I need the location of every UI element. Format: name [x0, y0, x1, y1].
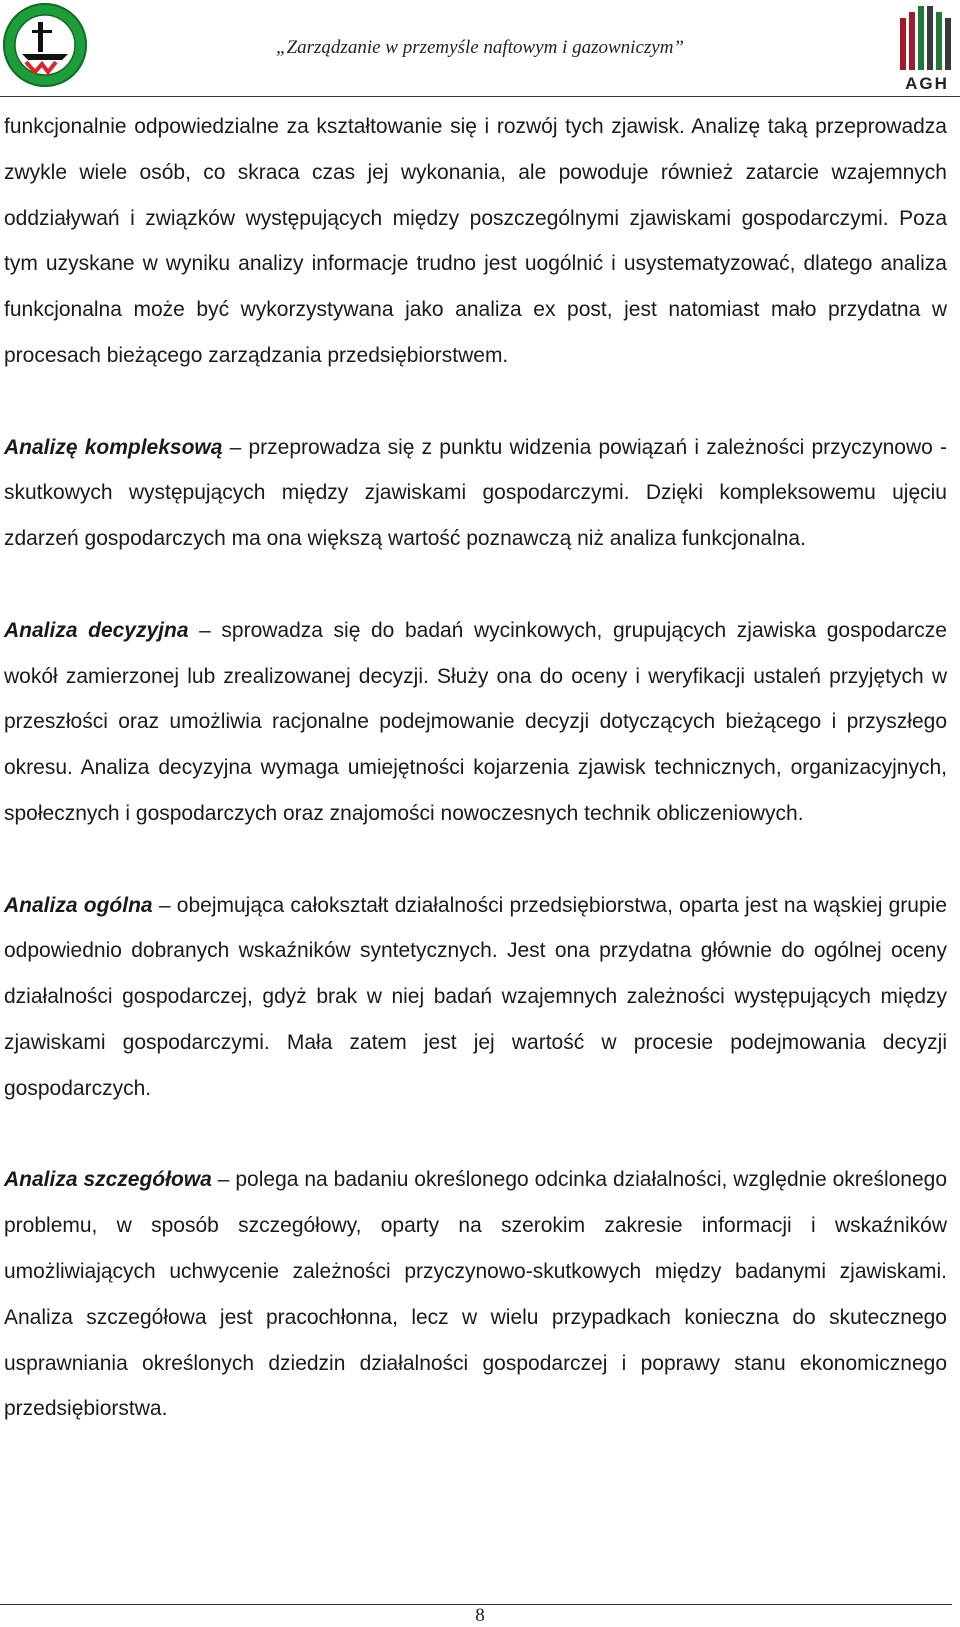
paragraph-text: – obejmująca całokształt działalności przedsiębiorstwa, oparta jest na wąskiej grupie odpowiednio dobranych wskaźników syntetycznych. Jest ona przydatna głównie do ogólnej oceny działalności gospodarczej, gdyż brak w niej badań wzajemnych zależności występujących między zjawiskami gospodarczymi. Mała zatem jest jej wartość w procesie podejmowania decyzji gospodarczych.	[4, 893, 947, 1100]
agh-logo	[898, 2, 956, 92]
header-title: „Zarządzanie w przemyśle naftowym i gazowniczym”	[276, 37, 684, 58]
paragraph-complex-analysis	[4, 425, 947, 562]
paragraph-text: funkcjonalnie odpowiedzialne za kształtowanie się i rozwój tych zjawisk. Analizę taką przeprowadza zwykle wiele osób, co skraca czas jej wykonania, ale powoduje również zatarcie wzajemnych oddziaływań i związków występujących między poszczególnymi zjawiskami gospodarczymi. Poza tym uzyskane w wyniku analizy informacje trudno jest uogólnić i usystematyzować, dlatego analiza funkcjonalna może być wykorzystywana jako analiza ex post, jest natomiast mało przydatna w procesach bieżącego zarządzania przedsiębiorstwem.	[4, 115, 947, 367]
paragraph-term: Analiza szczegółowa	[4, 1168, 212, 1192]
page-number: 8	[475, 1605, 485, 1626]
paragraph-term: Analiza decyzyjna	[4, 618, 189, 642]
paragraph-text: – sprowadza się do badań wycinkowych, grupujących zjawiska gospodarcze wokół zamierzonej lub zrealizowanej decyzji. Służy ona do oceny i weryfikacji ustaleń przyjętych w przeszłości oraz umożliwia racjonalne podejmowanie decyzji dotyczących bieżącego i przyszłego okresu. Analiza decyzyjna wymaga umiejętności kojarzenia zjawisk technicznych, organizacyjnych, społecznych i gospodarczych oraz znajomości nowoczesnych technik obliczeniowych.	[4, 618, 947, 825]
paragraph-continuation	[4, 104, 947, 379]
paragraph-term: Analiza ogólna	[4, 893, 153, 917]
agh-logo-text: AGH	[905, 74, 949, 92]
paragraph-general-analysis	[4, 883, 947, 1112]
paragraph-decision-analysis	[4, 608, 947, 837]
paragraph-term: Analizę kompleksową	[4, 435, 223, 459]
header-rule	[0, 96, 960, 97]
paragraph-detailed-analysis	[4, 1157, 947, 1432]
paragraph-text: – polega na badaniu określonego odcinka działalności, względnie określonego problemu, w sposób szczegółowy, oparty na szerokim zakresie informacji i wskaźników umożliwiających uchwycenie zależności przyczynowo-skutkowych między badanymi zjawiskami. Analiza szczegółowa jest pracochłonna, lecz w wielu przypadkach konieczna do skutecznego usprawniania określonych dziedzin działalności gospodarczej i poprawy stanu ekonomicznego przedsiębiorstwa.	[4, 1168, 948, 1421]
faculty-seal-logo	[2, 2, 88, 88]
document-body	[4, 104, 947, 1432]
paragraph-text: – przeprowadza się z punktu widzenia powiązań i zależności przyczynowo - skutkowych występujących między zjawiskami gospodarczymi. Dzięki kompleksowemu ujęciu zdarzeń gospodarczych ma ona większą wartość poznawczą niż analiza funkcjonalna.	[4, 435, 948, 551]
